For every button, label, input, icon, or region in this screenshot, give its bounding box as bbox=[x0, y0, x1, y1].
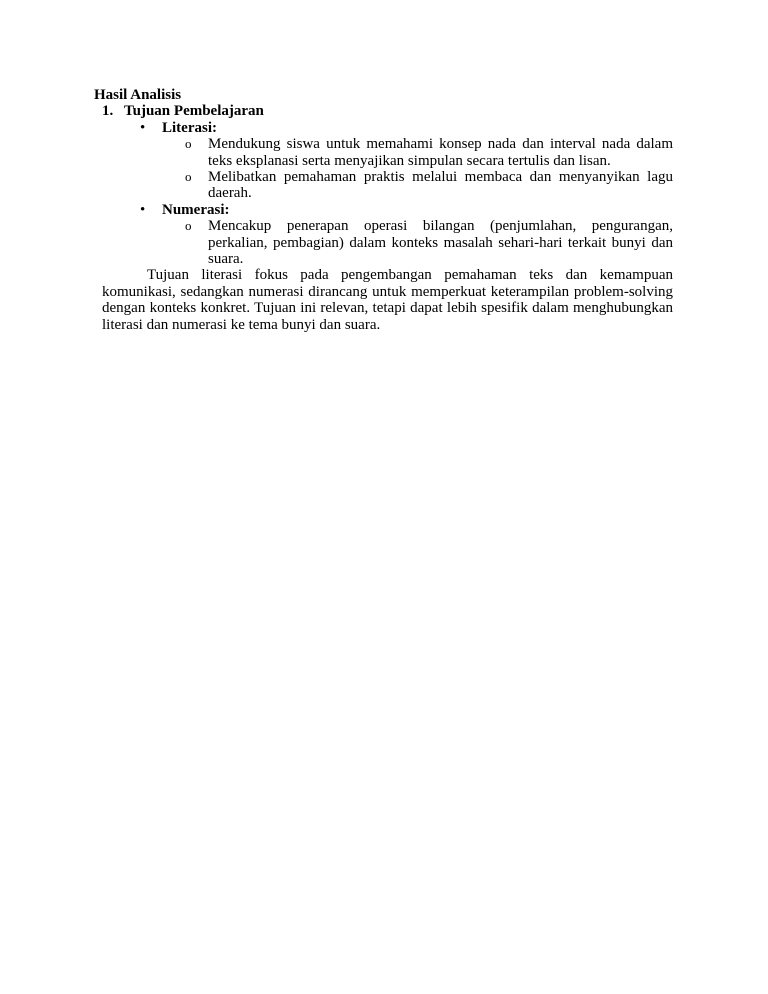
sub-item bbox=[185, 169, 673, 202]
analysis-paragraph: Tujuan literasi fokus pada pengembangan pemahaman teks dan kemampuan komunikasi, sedangkan numerasi dirancang untuk memperkuat keterampilan problem-solving dengan konteks konkret. Tujuan ini relevan, tetapi dapat lebih spesifik dalam menghubungkan literasi dan numerasi ke tema bunyi dan suara. bbox=[102, 267, 673, 333]
bullet-icon: • bbox=[140, 119, 146, 136]
circle-bullet-icon: o bbox=[185, 218, 192, 234]
section-heading bbox=[102, 103, 673, 119]
bullet-label-numerasi: Numerasi: bbox=[162, 201, 230, 218]
bullet-literasi bbox=[140, 119, 673, 136]
section-number: 1. bbox=[102, 103, 114, 120]
document-heading: Hasil Analisis bbox=[94, 87, 182, 103]
bullet-numerasi bbox=[140, 201, 673, 218]
sub-item bbox=[185, 218, 673, 268]
sub-item-text: Mendukung siswa untuk memahami konsep nada dan interval nada dalam teks eksplanasi serta menyajikan simpulan secara tertulis dan lisan. bbox=[208, 136, 673, 169]
document-page bbox=[94, 87, 673, 333]
sub-item-text: Mencakup penerapan operasi bilangan (penjumlahan, pengurangan, perkalian, pembagian) dalam konteks masalah sehari-hari terkait bunyi dan suara. bbox=[208, 218, 673, 268]
bullet-label-literasi: Literasi: bbox=[162, 119, 217, 136]
sub-item bbox=[185, 136, 673, 169]
bullet-icon: • bbox=[140, 201, 146, 218]
circle-bullet-icon: o bbox=[185, 136, 192, 152]
circle-bullet-icon: o bbox=[185, 169, 192, 185]
section-title: Tujuan Pembelajaran bbox=[124, 103, 264, 120]
sub-item-text: Melibatkan pemahaman praktis melalui membaca dan menyanyikan lagu daerah. bbox=[208, 169, 673, 202]
